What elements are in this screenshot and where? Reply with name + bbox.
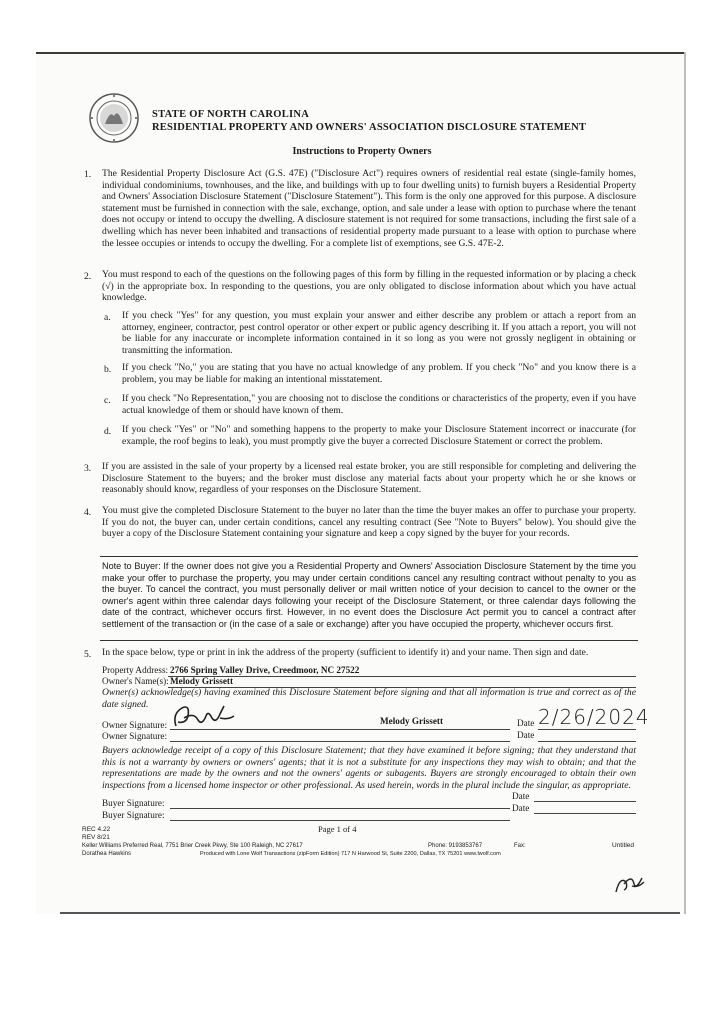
form-title: RESIDENTIAL PROPERTY AND OWNERS' ASSOCIATION DISCLOSURE STATEMENT	[152, 122, 587, 133]
item-number: 4.	[84, 507, 92, 518]
owner-initials-icon	[612, 868, 648, 898]
owner-date-underline	[538, 729, 636, 730]
item-letter: d.	[104, 426, 112, 437]
owner-signature-label-2: Owner Signature:	[102, 731, 168, 741]
buyer-signature-2-underline[interactable]	[170, 820, 510, 821]
item-letter: c.	[104, 395, 111, 406]
item-number: 5.	[84, 649, 92, 660]
owner-signature-underline	[170, 729, 510, 730]
form-code: REC 4.22	[82, 826, 111, 833]
buyer-date-label: Date	[512, 791, 530, 801]
instruction-item-2d: If you check "Yes" or "No" and something happens to the property to make your Disclosure Statement incorrect or inaccurate (for example, the roof begins to leak), you must promptly give the buyer a corrected Disclosure Statement or correct the problem.	[122, 424, 636, 447]
buyer-signature-underline[interactable]	[170, 808, 510, 809]
page-edge-right	[684, 52, 686, 914]
instruction-item-2: You must respond to each of the questions on the following pages of this form by filling in the requested information or by placing a check (√) in the appropriate box. In responding to the questions, you are only obligated to disclose information about which you have actual knowledge.	[102, 269, 636, 304]
owner-name-label: Owner's Name(s):	[102, 676, 169, 686]
owner-date-field[interactable]: 2/26/2024	[538, 705, 650, 729]
owner-printed-name: Melody Grissett	[380, 716, 444, 726]
produced-with: Produced with Lone Wolf Transactions (zipForm Edition) 717 N Harwood St, Suite 2200, Dallas, TX 75201 www.lwolf.com	[200, 851, 501, 857]
owner-signature-label: Owner Signature:	[102, 720, 168, 730]
instruction-item-1: The Residential Property Disclosure Act (G.S. 47E) ("Disclosure Act") requires owners of residential real estate (single-family homes, individual condominiums, townhouses, and the like, and buildings with up to four dwelling units) to furnish buyers a Residential Property and Owners' Association Disclosure Statement ("Disclosure Statement"). This form is the only one approved for this purpose. A disclosure statement must be furnished in connection with the sale, exchange, option, and sale under a lease with option to purchase where the tenant does not occupy or intend to occupy the dwelling. A disclosure statement is not required for some transactions, including the first sale of a dwelling which has never been inhabited and transactions of residential property made pursuant to a lease with option to purchase where the lessee occupies or intends to occupy the dwelling. For a complete list of exemptions, see G.S. 47E-2.	[102, 168, 636, 249]
page-number: Page 1 of 4	[318, 824, 357, 834]
buyer-signature-label-2: Buyer Signature:	[102, 810, 165, 820]
owner-signature-2-underline[interactable]	[170, 741, 510, 742]
owner-signature-field[interactable]	[170, 700, 240, 732]
instruction-item-3: If you are assisted in the sale of your property by a licensed real estate broker, you are still responsible for completing and delivering the Disclosure Statement to the buyers; and the broker must disclose any material facts about your property which he or she knows or reasonably should know, regardless of your responses on the Disclosure Statement.	[102, 461, 636, 496]
instruction-item-2a: If you check "Yes" for any question, you must explain your answer and either describe any problem or attach a report from an attorney, engineer, contractor, pest control operator or other expert or public agency describing it. If you attach a report, you will not be liable for any inaccurate or incomplete information contained in it so long as you were not grossly negligent in obtaining or transmitting the information.	[122, 310, 636, 356]
buyer-signature-label: Buyer Signature:	[102, 798, 165, 808]
owner-date-2-underline[interactable]	[538, 741, 636, 742]
owner-name-field[interactable]: Melody Grissett	[170, 676, 234, 686]
owner-acknowledgement: Owner(s) acknowledge(s) having examined this Disclosure Statement before signing and that all information is true and correct as of the date signed.	[102, 687, 636, 710]
instruction-item-4: You must give the completed Disclosure Statement to the buyer no later than the time the buyer makes an offer to purchase your property. If you do not, the buyer can, under certain conditions, cancel any resulting contract (See "Note to Buyers" below). You should give the buyer a copy of the Disclosure Statement containing your signature and keep a copy signed by the buyer for your records.	[102, 505, 636, 540]
page-edge-bottom	[60, 912, 680, 914]
instruction-item-2b: If you check "No," you are stating that you have no actual knowledge of any problem. If you check "No" and you know there is a problem, you may be liable for making an intentional misstatement.	[122, 362, 636, 385]
item-number: 1.	[84, 169, 92, 180]
document-name: Untitled	[612, 842, 635, 849]
office-fax: Fax:	[514, 843, 526, 849]
buyer-date-underline[interactable]	[534, 801, 636, 802]
property-address-label: Property Address:	[102, 665, 169, 675]
buyers-acknowledgement: Buyers acknowledge receipt of a copy of this Disclosure Statement; that they have examined it before signing; that they understand that this is not a warranty by owners or owners' agents; that it is not a substitute for any inspections they may wish to obtain; and that the representations are made by the owners and not the owners' agents or subagents. Buyers are strongly encouraged to obtain their own inspections from a licensed home inspector or other professional. As used herein, words in the plural include the singular, as appropriate.	[102, 745, 636, 791]
item-letter: a.	[104, 312, 111, 323]
instruction-item-2c: If you check "No Representation," you are choosing not to disclose the conditions or characteristics of the property, even if you have actual knowledge of them or should have known of them.	[122, 393, 636, 416]
note-to-buyer: Note to Buyer: If the owner does not give you a Residential Property and Owners' Association Disclosure Statement by the time you make your offer to purchase the property, you may under certain conditions cancel any resulting contract without penalty to you as the buyer. To cancel the contract, you must personally deliver or mail written notice of your decision to cancel to the owner or the owner's agent within three calendar days following your receipt of the Disclosure Statement, or three calendar days following the date of the contract, whichever occurs first. However, in no event does the Disclosure Act permit you to cancel a contract after settlement of the transaction or (in the case of a sale or exchange) after you have occupied the property, whichever occurs first.	[102, 561, 636, 629]
agent-name: Dorathea Hawkins	[82, 851, 132, 857]
item-number: 3.	[84, 463, 92, 474]
buyer-date-label-2: Date	[512, 803, 530, 813]
property-address-field[interactable]: 2766 Spring Valley Drive, Creedmoor, NC 27522	[170, 665, 360, 675]
brokerage-office: Keller Williams Preferred Real, 7751 Brier Creek Pkwy, Ste 100 Raleigh, NC 27617	[82, 843, 303, 849]
item-number: 2.	[84, 271, 92, 282]
instruction-item-5: In the space below, type or print in ink the address of the property (sufficient to identify it) and your name. Then sign and date.	[102, 647, 589, 658]
note-top-rule	[100, 556, 638, 557]
page-edge-top	[36, 52, 686, 54]
buyer-date-2-underline[interactable]	[534, 813, 636, 814]
note-bottom-rule	[100, 640, 638, 641]
owner-date-label: Date	[517, 718, 535, 728]
state-heading: STATE OF NORTH CAROLINA	[152, 109, 310, 120]
instructions-title: Instructions to Property Owners	[292, 146, 432, 157]
owner-date-label-2: Date	[517, 730, 535, 740]
property-address-underline	[168, 676, 636, 677]
form-revision: REV 8/21	[82, 834, 110, 841]
item-letter: b.	[104, 364, 112, 375]
state-seal-icon	[88, 92, 140, 144]
office-phone: Phone: 9193853767	[428, 843, 483, 849]
